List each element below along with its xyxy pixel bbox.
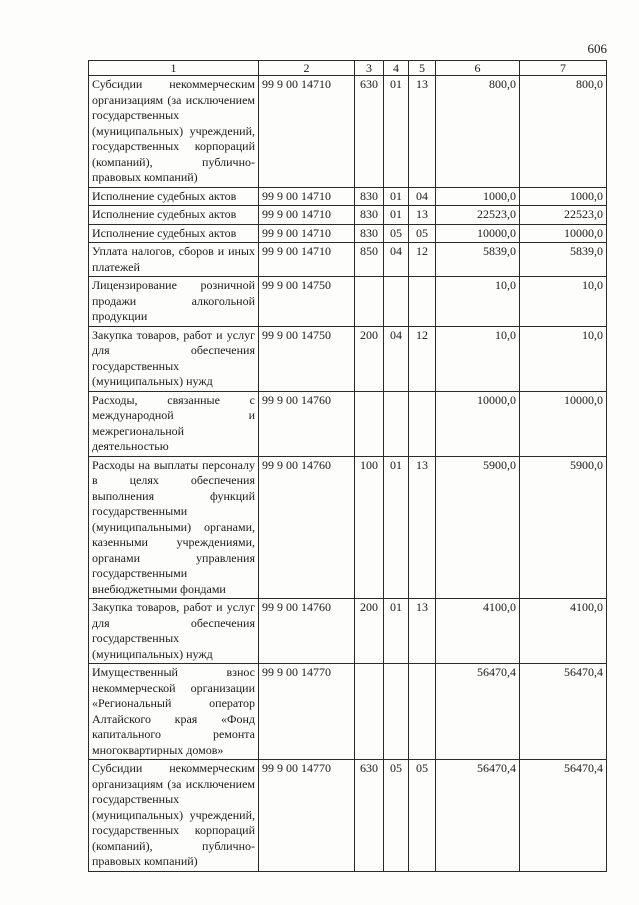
row-name-cell: Уплата налогов, сборов и иных платежей — [89, 243, 259, 277]
row-name-cell: Субсидии некоммерческим организациям (за исключением государственных (муниципальных) учреждений, государственных корпораций (компаний), публично-правовых компаний) — [89, 760, 259, 872]
row-section-cell: 01 — [384, 187, 409, 206]
row-amount-cell: 10000,0 — [520, 391, 607, 456]
row-amount-cell: 56470,4 — [436, 760, 520, 872]
row-section-cell: 05 — [384, 760, 409, 872]
row-section-cell — [384, 391, 409, 456]
row-code-cell: 99 9 00 14710 — [259, 243, 355, 277]
row-subsection-cell: 13 — [409, 599, 436, 664]
table-row — [89, 76, 607, 188]
row-amount-cell: 10,0 — [520, 277, 607, 327]
table-row — [89, 760, 607, 872]
table-row — [89, 206, 607, 225]
table-row — [89, 599, 607, 664]
row-section-cell: 01 — [384, 76, 409, 188]
row-amount-cell: 800,0 — [436, 76, 520, 188]
page-number: 606 — [587, 41, 607, 56]
header-cell: 1 — [89, 61, 259, 76]
row-section-cell: 04 — [384, 326, 409, 391]
row-code-cell: 99 9 00 14710 — [259, 76, 355, 188]
row-code-cell: 99 9 00 14710 — [259, 224, 355, 243]
table-row — [89, 326, 607, 391]
row-name-cell: Субсидии некоммерческим организациям (за исключением государственных (муниципальных) учреждений, государственных корпораций (компаний), публично-правовых компаний) — [89, 76, 259, 188]
row-expense-type-cell: 200 — [355, 326, 384, 391]
table-row — [89, 456, 607, 599]
row-code-cell: 99 9 00 14770 — [259, 664, 355, 760]
row-name-cell: Расходы, связанные с международной и межрегиональной деятельностью — [89, 391, 259, 456]
row-name-cell: Имущественный взнос некоммерческой организации «Региональный оператор Алтайского края «Фонд капитального ремонта многоквартирных домов» — [89, 664, 259, 760]
row-amount-cell: 22523,0 — [520, 206, 607, 225]
row-amount-cell: 1000,0 — [436, 187, 520, 206]
row-name-cell: Исполнение судебных актов — [89, 206, 259, 225]
row-expense-type-cell: 830 — [355, 206, 384, 225]
row-code-cell: 99 9 00 14760 — [259, 391, 355, 456]
row-name-cell: Исполнение судебных актов — [89, 187, 259, 206]
row-name-cell: Закупка товаров, работ и услуг для обеспечения государственных (муниципальных) нужд — [89, 599, 259, 664]
row-amount-cell: 10000,0 — [436, 224, 520, 243]
row-subsection-cell — [409, 391, 436, 456]
header-cell: 6 — [436, 61, 520, 76]
row-subsection-cell: 12 — [409, 243, 436, 277]
row-amount-cell: 10,0 — [520, 326, 607, 391]
row-amount-cell: 800,0 — [520, 76, 607, 188]
row-amount-cell: 56470,4 — [520, 760, 607, 872]
table-row — [89, 391, 607, 456]
table-row — [89, 187, 607, 206]
row-expense-type-cell — [355, 391, 384, 456]
header-cell: 3 — [355, 61, 384, 76]
row-code-cell: 99 9 00 14710 — [259, 206, 355, 225]
row-code-cell: 99 9 00 14770 — [259, 760, 355, 872]
row-code-cell: 99 9 00 14710 — [259, 187, 355, 206]
row-subsection-cell — [409, 277, 436, 327]
row-expense-type-cell: 630 — [355, 760, 384, 872]
row-expense-type-cell: 830 — [355, 224, 384, 243]
table-row — [89, 243, 607, 277]
row-expense-type-cell — [355, 664, 384, 760]
row-amount-cell: 5900,0 — [436, 456, 520, 599]
row-section-cell: 05 — [384, 224, 409, 243]
header-cell: 4 — [384, 61, 409, 76]
row-amount-cell: 1000,0 — [520, 187, 607, 206]
row-subsection-cell: 12 — [409, 326, 436, 391]
row-section-cell — [384, 664, 409, 760]
row-expense-type-cell: 200 — [355, 599, 384, 664]
row-section-cell: 04 — [384, 243, 409, 277]
row-amount-cell: 56470,4 — [436, 664, 520, 760]
row-expense-type-cell: 630 — [355, 76, 384, 188]
row-amount-cell: 5900,0 — [520, 456, 607, 599]
row-amount-cell: 10000,0 — [520, 224, 607, 243]
row-amount-cell: 4100,0 — [520, 599, 607, 664]
row-expense-type-cell — [355, 277, 384, 327]
header-cell: 5 — [409, 61, 436, 76]
row-expense-type-cell: 100 — [355, 456, 384, 599]
row-section-cell: 01 — [384, 599, 409, 664]
row-amount-cell: 10,0 — [436, 277, 520, 327]
row-subsection-cell: 04 — [409, 187, 436, 206]
row-section-cell: 01 — [384, 456, 409, 599]
row-amount-cell: 5839,0 — [436, 243, 520, 277]
budget-table — [88, 60, 607, 872]
row-name-cell: Исполнение судебных актов — [89, 224, 259, 243]
row-section-cell: 01 — [384, 206, 409, 225]
header-row — [89, 61, 607, 76]
row-amount-cell: 22523,0 — [436, 206, 520, 225]
row-amount-cell: 4100,0 — [436, 599, 520, 664]
row-expense-type-cell: 830 — [355, 187, 384, 206]
row-code-cell: 99 9 00 14760 — [259, 456, 355, 599]
table-row — [89, 277, 607, 327]
row-subsection-cell: 13 — [409, 76, 436, 188]
row-amount-cell: 10,0 — [436, 326, 520, 391]
row-name-cell: Расходы на выплаты персоналу в целях обеспечения выполнения функций государственными (муниципальными) органами, казенными учреждениями, органами управления государственными внебюджетными фондами — [89, 456, 259, 599]
row-amount-cell: 56470,4 — [520, 664, 607, 760]
table-row — [89, 224, 607, 243]
row-subsection-cell: 05 — [409, 224, 436, 243]
row-code-cell: 99 9 00 14750 — [259, 326, 355, 391]
row-subsection-cell: 13 — [409, 456, 436, 599]
row-subsection-cell: 13 — [409, 206, 436, 225]
header-cell: 7 — [520, 61, 607, 76]
row-amount-cell: 5839,0 — [520, 243, 607, 277]
row-code-cell: 99 9 00 14760 — [259, 599, 355, 664]
row-section-cell — [384, 277, 409, 327]
row-expense-type-cell: 850 — [355, 243, 384, 277]
row-subsection-cell: 05 — [409, 760, 436, 872]
header-cell: 2 — [259, 61, 355, 76]
row-amount-cell: 10000,0 — [436, 391, 520, 456]
row-name-cell: Закупка товаров, работ и услуг для обеспечения государственных (муниципальных) нужд — [89, 326, 259, 391]
row-code-cell: 99 9 00 14750 — [259, 277, 355, 327]
table-body — [89, 76, 607, 872]
table-row — [89, 664, 607, 760]
row-subsection-cell — [409, 664, 436, 760]
row-name-cell: Лицензирование розничной продажи алкогольной продукции — [89, 277, 259, 327]
